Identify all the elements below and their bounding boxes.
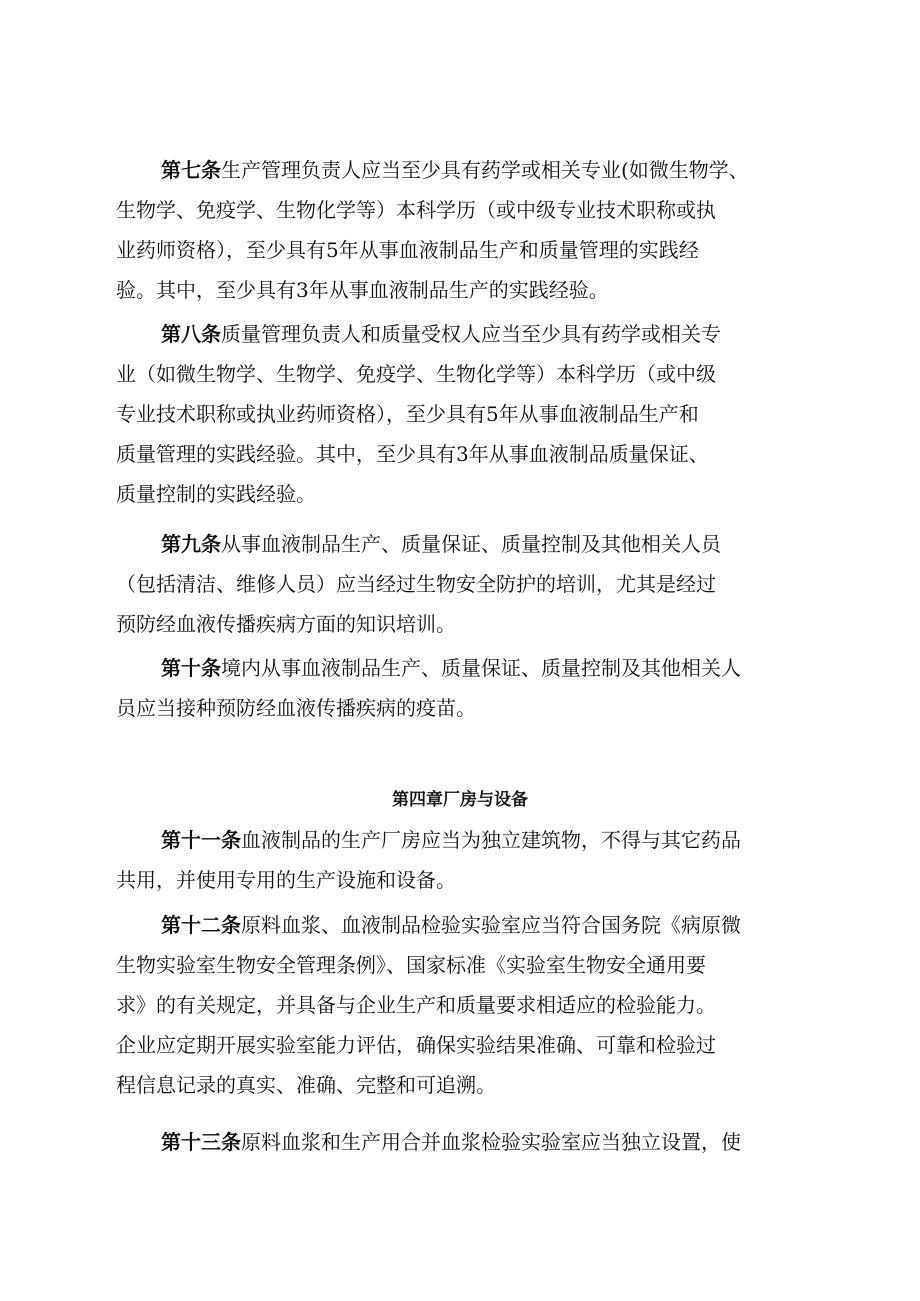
article-7-line-4: 验。其中，至少具有3年从事血液制品生产的实践经验。 [116,278,609,302]
article-13-label: 第十三条 [161,1130,241,1154]
article-12-line-5: 程信息记录的真实、准确、完整和可追溯。 [116,1073,496,1097]
article-7-line-2: 生物学、免疫学、生物化学等）本科学历（或中级专业技术职称或执 [116,198,716,222]
article-13 [116,1122,816,1162]
chapter-title: 第四章厂房与设备 [392,790,528,810]
article-8-line-2: 业（如微生物学、生物学、免疫学、生物化学等）本科学历（或中级 [116,362,716,386]
article-11-line-1 [116,820,816,860]
article-12 [116,905,816,1105]
article-11-text-1: 血液制品的生产厂房应当为独立建筑物，不得与其它药品 [241,828,741,852]
article-10 [116,648,816,728]
article-10-text-1: 境内从事血液制品生产、质量保证、质量控制及其他相关人 [221,656,741,680]
article-13-text-1: 原料血浆和生产用合并血浆检验实验室应当独立设置，使 [241,1130,741,1154]
article-7-text-1: 生产管理负责人应当至少具有药学或相关专业(如微生物学、 [221,158,749,182]
article-9-line-3: 预防经血液传播疾病方面的知识培训。 [116,612,456,636]
article-9-label: 第九条 [161,532,221,556]
article-12-text-1: 原料血浆、血液制品检验实验室应当符合国务院《病原微 [241,913,741,937]
article-9-text-1: 从事血液制品生产、质量保证、质量控制及其他相关人员 [221,532,721,556]
article-12-line-1 [116,905,816,945]
article-8-text-1: 质量管理负责人和质量受权人应当至少具有药学或相关专 [221,322,721,346]
article-7-label: 第七条 [161,158,221,182]
article-10-line-1 [116,648,816,688]
article-12-line-3: 求》的有关规定，并具备与企业生产和质量要求相适应的检验能力。 [116,993,716,1017]
article-13-line-1 [116,1122,816,1162]
article-8 [116,314,816,514]
article-7-line-1 [116,150,816,190]
article-8-label: 第八条 [161,322,221,346]
article-8-line-1 [116,314,816,354]
article-7-line-3: 业药师资格），至少具有5年从事血液制品生产和质量管理的实践经 [116,238,699,262]
article-8-line-4: 质量管理的实践经验。其中，至少具有3年从事血液制品质量保证、 [116,442,709,466]
article-9-line-2: （包括清洁、维修人员）应当经过生物安全防护的培训，尤其是经过 [116,572,716,596]
article-11 [116,820,816,900]
article-7 [116,150,816,310]
article-9 [116,524,816,644]
article-8-line-5: 质量控制的实践经验。 [116,482,316,506]
article-10-line-2: 员应当接种预防经血液传播疾病的疫苗。 [116,696,476,720]
article-12-line-2: 生物实验室生物安全管理条例》、国家标准《实验室生物安全通用要 [116,953,706,977]
article-8-line-3: 专业技术职称或执业药师资格），至少具有5年从事血液制品生产和 [116,402,699,426]
article-11-line-2: 共用，并使用专用的生产设施和设备。 [116,868,456,892]
article-12-label: 第十二条 [161,913,241,937]
article-10-label: 第十条 [161,656,221,680]
article-9-line-1 [116,524,816,564]
article-11-label: 第十一条 [161,828,241,852]
article-12-line-4: 企业应定期开展实验室能力评估，确保实验结果准确、可靠和检验过 [116,1033,716,1057]
